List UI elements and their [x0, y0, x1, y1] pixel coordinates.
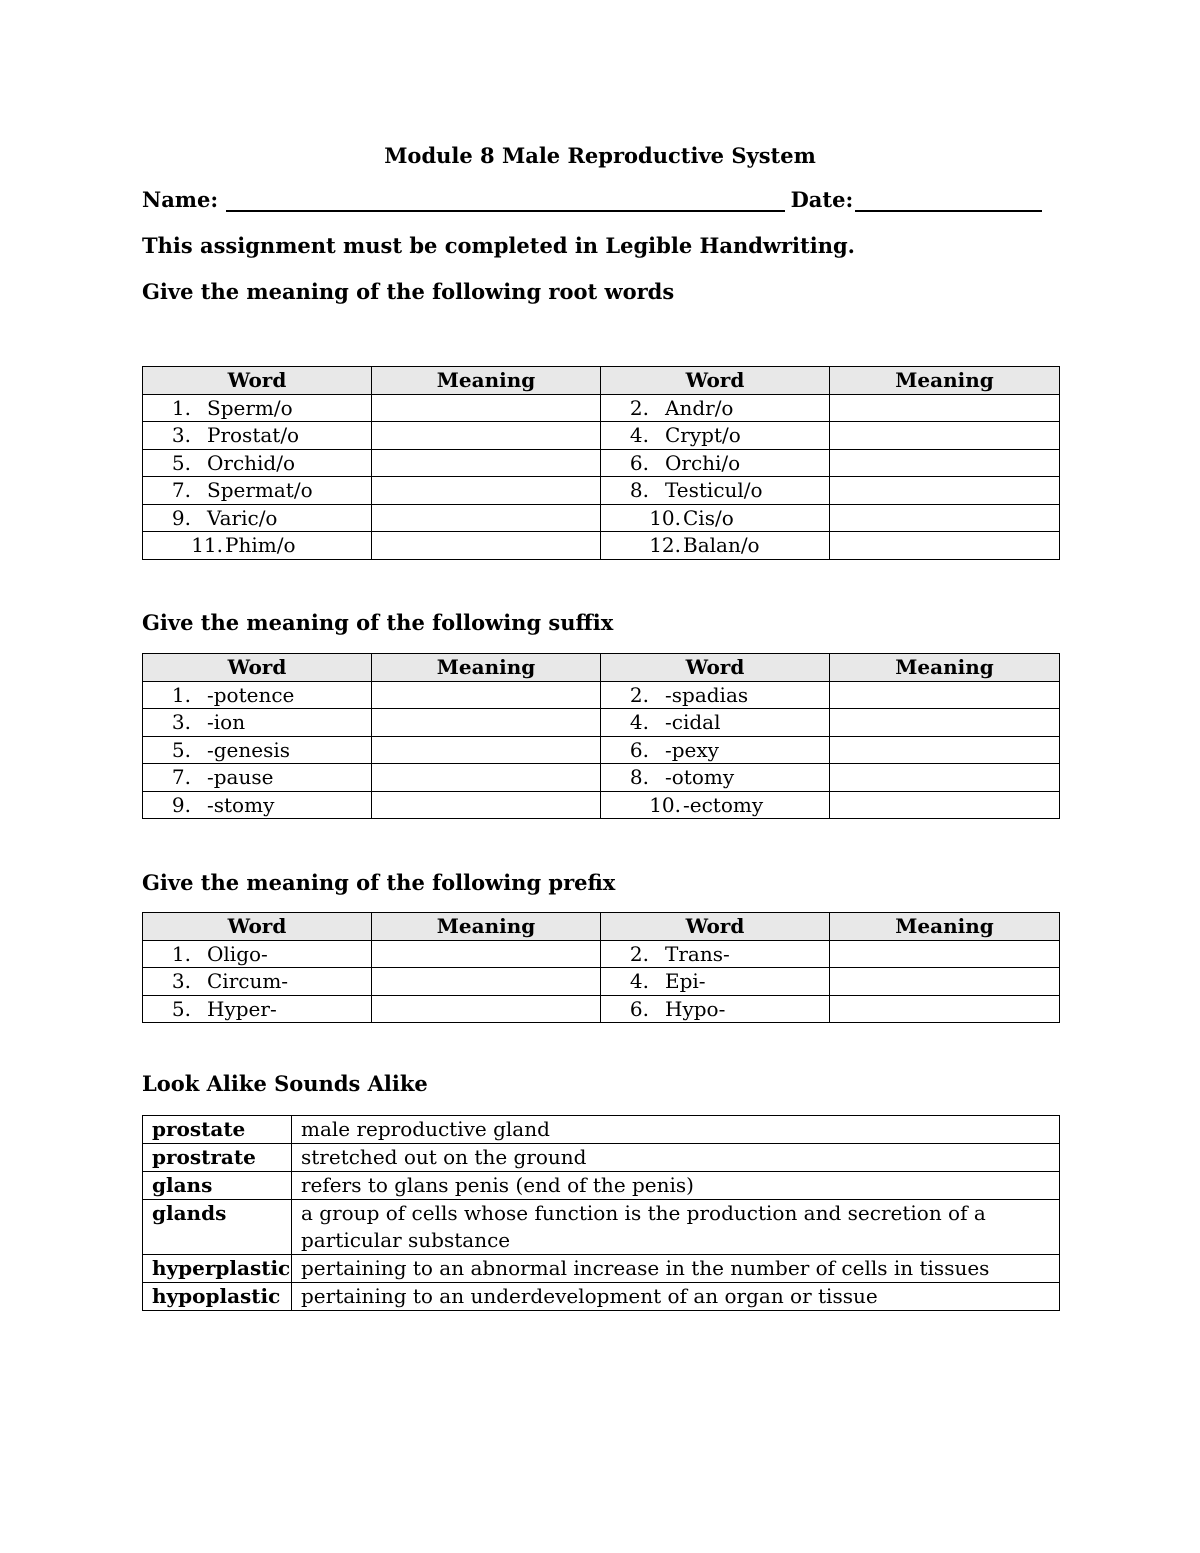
table-row	[143, 968, 1060, 996]
table-row	[143, 736, 1060, 764]
word-term: Orchid/o	[207, 450, 296, 475]
column-header: Meaning	[372, 913, 601, 941]
lasa-definition: refers to glans penis (end of the penis)	[292, 1172, 1060, 1200]
word-cell	[143, 968, 372, 996]
page-title: Module 8 Male Reproductive System	[384, 143, 816, 168]
lasa-heading: Look Alike Sounds Alike	[142, 1071, 428, 1096]
name-blank[interactable]	[226, 190, 784, 212]
column-header: Word	[601, 913, 830, 941]
item-number: 11.	[191, 533, 223, 558]
lasa-term: hypoplastic	[143, 1283, 292, 1311]
table-row	[143, 764, 1060, 792]
meaning-cell[interactable]	[372, 394, 601, 422]
word-term: Hyper-	[207, 996, 277, 1021]
item-number: 10.	[649, 505, 681, 530]
meaning-cell[interactable]	[372, 764, 601, 792]
name-date-line	[142, 187, 1042, 212]
column-header: Word	[143, 913, 372, 941]
table-row	[143, 394, 1060, 422]
item-number: 3.	[171, 710, 191, 735]
date-label: Date:	[790, 187, 854, 212]
word-term: Cis/o	[683, 505, 734, 530]
meaning-cell[interactable]	[372, 422, 601, 450]
column-header: Word	[601, 367, 830, 395]
word-term: -otomy	[665, 765, 735, 790]
word-cell	[143, 504, 372, 532]
word-cell	[143, 477, 372, 505]
column-header: Word	[143, 654, 372, 682]
meaning-cell[interactable]	[372, 504, 601, 532]
word-term: -spadias	[665, 682, 749, 707]
lasa-term: glans	[143, 1172, 292, 1200]
word-cell	[601, 449, 830, 477]
table-row	[143, 995, 1060, 1023]
item-number: 12.	[649, 533, 681, 558]
word-cell	[143, 995, 372, 1023]
item-number: 9.	[171, 505, 191, 530]
word-cell	[601, 709, 830, 737]
word-term: -genesis	[207, 737, 291, 762]
item-number: 7.	[171, 478, 191, 503]
word-term: Circum-	[207, 969, 289, 994]
item-number: 6.	[629, 450, 649, 475]
meaning-cell[interactable]	[830, 791, 1060, 819]
item-number: 3.	[171, 969, 191, 994]
column-header: Word	[601, 654, 830, 682]
word-cell	[143, 394, 372, 422]
word-term: -stomy	[207, 792, 275, 817]
meaning-cell[interactable]	[372, 477, 601, 505]
meaning-cell[interactable]	[372, 995, 601, 1023]
table-row	[143, 1283, 1060, 1311]
word-term: -ion	[207, 710, 246, 735]
table-header-row	[143, 913, 1060, 941]
column-header: Meaning	[830, 367, 1060, 395]
meaning-cell[interactable]	[372, 968, 601, 996]
word-term: Orchi/o	[665, 450, 741, 475]
word-cell	[143, 422, 372, 450]
item-number: 2.	[629, 395, 649, 420]
column-header: Word	[143, 367, 372, 395]
roots-table	[142, 366, 1060, 560]
column-header: Meaning	[830, 913, 1060, 941]
word-term: Spermat/o	[207, 478, 313, 503]
lasa-definition: pertaining to an underdevelopment of an organ or tissue	[292, 1283, 1060, 1311]
item-number: 4.	[629, 969, 649, 994]
lasa-term: glands	[143, 1200, 292, 1255]
item-number: 4.	[629, 710, 649, 735]
meaning-cell[interactable]	[830, 394, 1060, 422]
item-number: 7.	[171, 765, 191, 790]
meaning-cell[interactable]	[372, 449, 601, 477]
word-term: Epi-	[665, 969, 706, 994]
meaning-cell[interactable]	[830, 995, 1060, 1023]
table-row	[143, 940, 1060, 968]
date-blank[interactable]	[855, 190, 1042, 212]
word-cell	[143, 736, 372, 764]
word-cell	[143, 940, 372, 968]
item-number: 10.	[649, 792, 681, 817]
word-cell	[143, 532, 372, 560]
item-number: 1.	[171, 941, 191, 966]
meaning-cell[interactable]	[830, 709, 1060, 737]
word-term: Phim/o	[225, 533, 296, 558]
meaning-cell[interactable]	[372, 791, 601, 819]
column-header: Meaning	[372, 654, 601, 682]
meaning-cell[interactable]	[372, 532, 601, 560]
meaning-cell[interactable]	[372, 709, 601, 737]
suffix-table	[142, 653, 1060, 819]
meaning-cell[interactable]	[830, 422, 1060, 450]
item-number: 3.	[171, 423, 191, 448]
meaning-cell[interactable]	[830, 968, 1060, 996]
item-number: 5.	[171, 737, 191, 762]
word-term: Crypt/o	[665, 423, 741, 448]
item-number: 6.	[629, 737, 649, 762]
item-number: 2.	[629, 941, 649, 966]
meaning-cell[interactable]	[830, 940, 1060, 968]
meaning-cell[interactable]	[830, 764, 1060, 792]
meaning-cell[interactable]	[830, 504, 1060, 532]
table-row	[143, 1144, 1060, 1172]
lasa-table	[142, 1115, 1060, 1311]
word-cell	[601, 504, 830, 532]
item-number: 1.	[171, 682, 191, 707]
word-term: Oligo-	[207, 941, 268, 966]
meaning-cell[interactable]	[830, 449, 1060, 477]
word-cell	[601, 736, 830, 764]
word-cell	[601, 995, 830, 1023]
table-row	[143, 422, 1060, 450]
lasa-definition: stretched out on the ground	[292, 1144, 1060, 1172]
word-term: Balan/o	[683, 533, 760, 558]
roots-heading: Give the meaning of the following root words	[142, 279, 675, 304]
lasa-definition: pertaining to an abnormal increase in the number of cells in tissues	[292, 1255, 1060, 1283]
word-term: -cidal	[665, 710, 721, 735]
word-cell	[143, 791, 372, 819]
column-header: Meaning	[372, 367, 601, 395]
item-number: 5.	[171, 996, 191, 1021]
word-cell	[601, 968, 830, 996]
prefix-heading: Give the meaning of the following prefix	[142, 870, 616, 895]
word-cell	[601, 394, 830, 422]
lasa-term: hyperplastic	[143, 1255, 292, 1283]
word-term: Andr/o	[665, 395, 734, 420]
lasa-term: prostrate	[143, 1144, 292, 1172]
item-number: 8.	[629, 765, 649, 790]
item-number: 4.	[629, 423, 649, 448]
item-number: 9.	[171, 792, 191, 817]
meaning-cell[interactable]	[830, 736, 1060, 764]
name-label: Name:	[142, 187, 219, 212]
word-cell	[601, 532, 830, 560]
word-cell	[143, 449, 372, 477]
table-row	[143, 709, 1060, 737]
meaning-cell[interactable]	[830, 681, 1060, 709]
word-cell	[143, 764, 372, 792]
word-term: Testicul/o	[665, 478, 763, 503]
word-cell	[143, 709, 372, 737]
word-term: -potence	[207, 682, 295, 707]
meaning-cell[interactable]	[372, 736, 601, 764]
meaning-cell[interactable]	[372, 681, 601, 709]
word-term: Prostat/o	[207, 423, 300, 448]
word-cell	[143, 681, 372, 709]
item-number: 5.	[171, 450, 191, 475]
word-term: Trans-	[665, 941, 730, 966]
word-cell	[601, 681, 830, 709]
word-term: Hypo-	[665, 996, 726, 1021]
word-cell	[601, 940, 830, 968]
word-cell	[601, 422, 830, 450]
word-cell	[601, 477, 830, 505]
table-header-row	[143, 367, 1060, 395]
table-row	[143, 1116, 1060, 1144]
table-row	[143, 477, 1060, 505]
lasa-term: prostate	[143, 1116, 292, 1144]
table-row	[143, 532, 1060, 560]
table-row	[143, 791, 1060, 819]
item-number: 8.	[629, 478, 649, 503]
item-number: 1.	[171, 395, 191, 420]
table-row	[143, 1255, 1060, 1283]
word-cell	[601, 791, 830, 819]
table-header-row	[143, 654, 1060, 682]
table-row	[143, 1172, 1060, 1200]
suffix-heading: Give the meaning of the following suffix	[142, 610, 614, 635]
word-term: -ectomy	[683, 792, 764, 817]
lasa-definition: a group of cells whose function is the production and secretion of a particular substance	[292, 1200, 1060, 1255]
item-number: 6.	[629, 996, 649, 1021]
table-row	[143, 504, 1060, 532]
word-cell	[601, 764, 830, 792]
prefix-table	[142, 912, 1060, 1023]
meaning-cell[interactable]	[830, 477, 1060, 505]
table-row	[143, 1200, 1060, 1255]
meaning-cell[interactable]	[372, 940, 601, 968]
meaning-cell[interactable]	[830, 532, 1060, 560]
lasa-definition: male reproductive gland	[292, 1116, 1060, 1144]
word-term: -pexy	[665, 737, 719, 762]
instruction-text: This assignment must be completed in Legible Handwriting.	[142, 233, 855, 258]
word-term: Sperm/o	[207, 395, 293, 420]
item-number: 2.	[629, 682, 649, 707]
word-term: -pause	[207, 765, 274, 790]
table-row	[143, 449, 1060, 477]
table-row	[143, 681, 1060, 709]
column-header: Meaning	[830, 654, 1060, 682]
word-term: Varic/o	[207, 505, 278, 530]
